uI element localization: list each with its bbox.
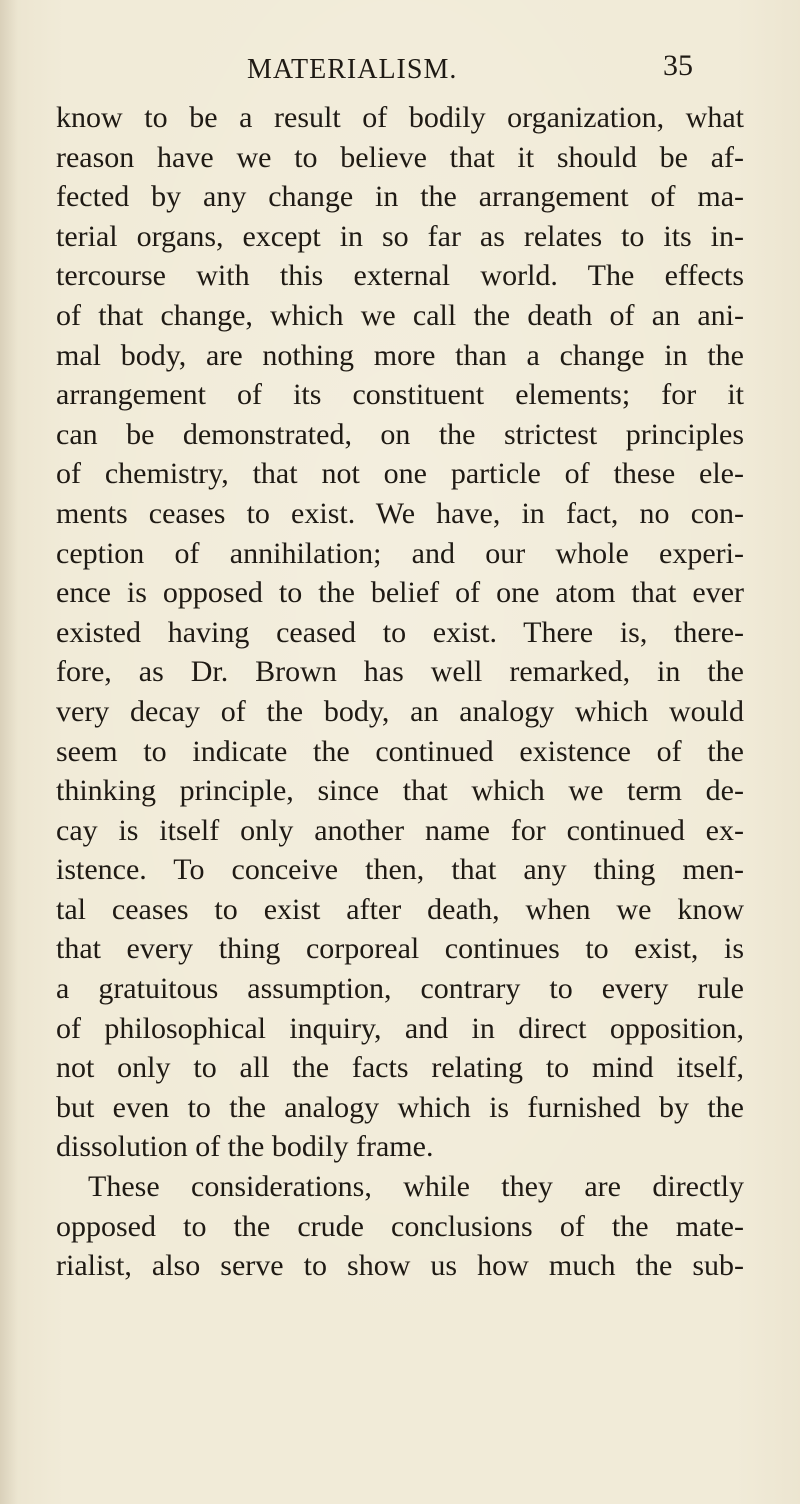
text-line: tercourse with this external world. The effects [56, 259, 744, 293]
text-line: ence is opposed to the belief of one atom that ever [56, 576, 744, 610]
text-line: ception of annihilation; and our whole experi- [56, 536, 744, 570]
text-line: tal ceases to exist after death, when we know [56, 892, 744, 926]
text-line: cay is itself only another name for continued ex- [56, 813, 744, 847]
text-line: mal body, are nothing more than a change in the [56, 338, 744, 372]
text-line: a gratuitous assumption, contrary to every rule [56, 972, 744, 1006]
text-line: arrangement of its constituent elements; for it [56, 378, 744, 412]
text-line: dissolution of the bodily frame. [56, 1130, 434, 1164]
running-head: MATERIALISM. [247, 54, 458, 85]
text-line: istence. To conceive then, that any thing men- [56, 853, 744, 887]
text-line: of philosophical inquiry, and in direct opposition, [56, 1011, 744, 1045]
page-number: 35 [663, 49, 693, 82]
text-line: fore, as Dr. Brown has well remarked, in the [56, 655, 744, 689]
text-line: of that change, which we call the death of an ani- [56, 298, 744, 332]
text-line: know to be a result of bodily organization, what [56, 101, 744, 134]
text-line: can be demonstrated, on the strictest principles [56, 417, 744, 451]
text-line: fected by any change in the arrangement of ma- [56, 180, 744, 214]
text-line: existed having ceased to exist. There is, there- [56, 615, 744, 649]
text-line: not only to all the facts relating to mind itself, [56, 1051, 744, 1085]
text-line: that every thing corporeal continues to exist, is [56, 932, 744, 966]
spine-shadow [0, 0, 18, 1504]
body-text [56, 98, 744, 1286]
text-line: but even to the analogy which is furnished by the [56, 1090, 744, 1124]
text-line: reason have we to believe that it should be af- [56, 140, 744, 174]
text-line: of chemistry, that not one particle of these ele- [56, 457, 744, 491]
text-line: seem to indicate the continued existence of the [56, 734, 744, 768]
text-line: rialist, also serve to show us how much the sub- [56, 1249, 744, 1283]
text-line: ments ceases to exist. We have, in fact, no con- [56, 496, 744, 530]
text-line: These considerations, while they are directly [88, 1170, 744, 1204]
text-line: opposed to the crude conclusions of the mate- [56, 1209, 744, 1243]
text-line: very decay of the body, an analogy which would [56, 694, 744, 728]
text-line: thinking principle, since that which we term de- [56, 774, 744, 808]
text-line: terial organs, except in so far as relates to its in- [56, 219, 744, 253]
page-header [0, 50, 800, 90]
